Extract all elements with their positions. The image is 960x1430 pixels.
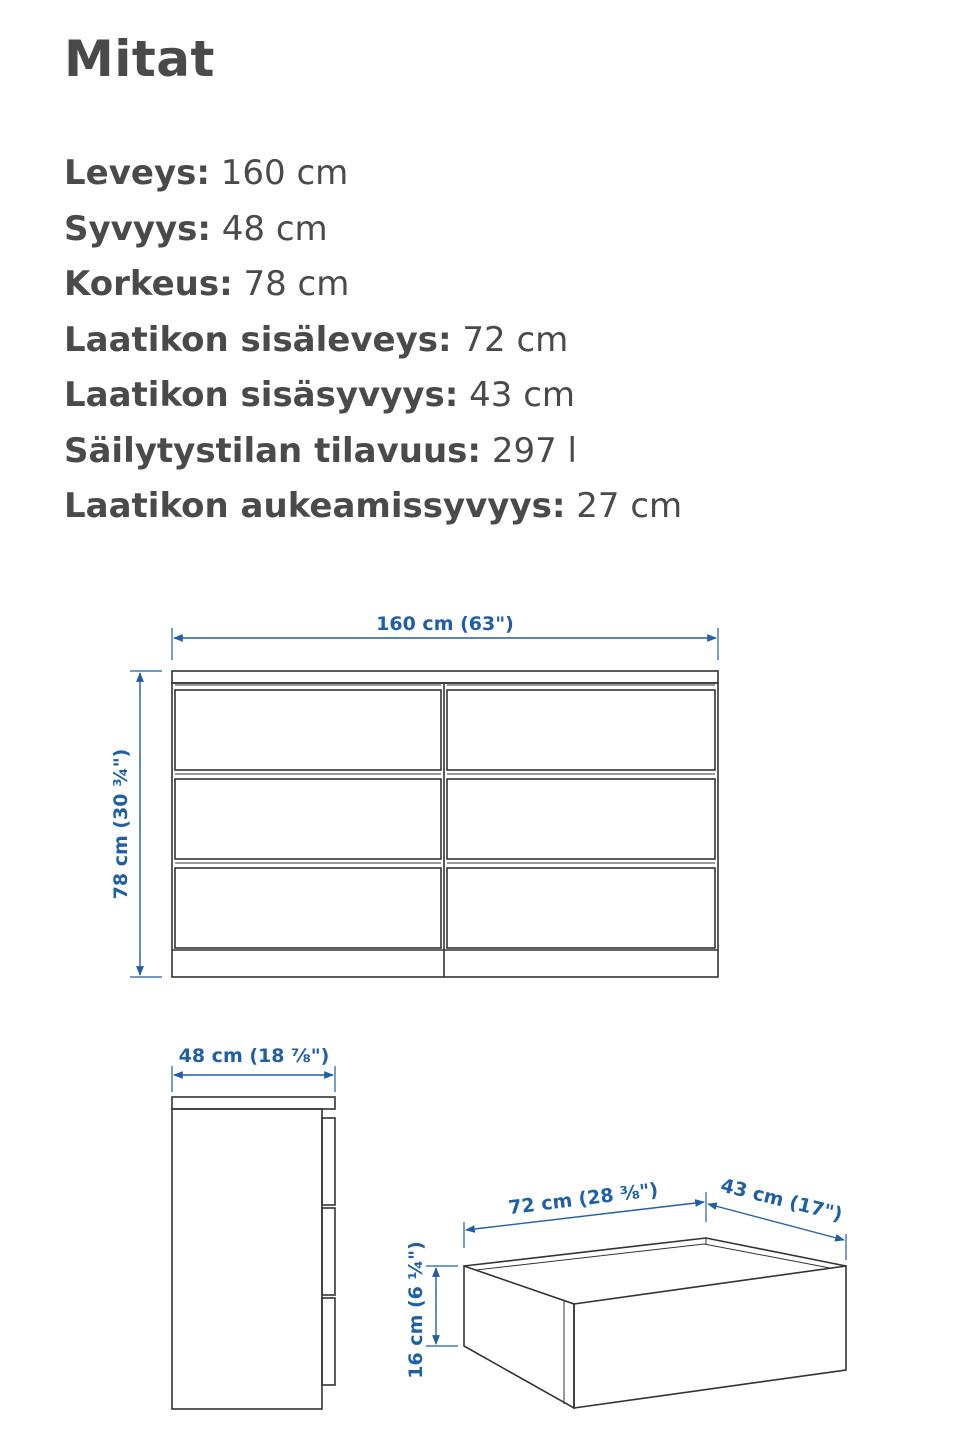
side-drawer-front: [322, 1298, 335, 1385]
drawer-front: [447, 690, 715, 770]
drawer-front: [447, 779, 715, 859]
dimension-label: 78 cm (30 ¾"): [110, 748, 132, 900]
dimension-label: 48 cm (18 ⅞"): [178, 1045, 330, 1067]
spec-value: 160 cm: [220, 153, 349, 193]
drawer-front: [175, 868, 441, 948]
side-body: [172, 1109, 322, 1409]
spec-value: 43 cm: [469, 375, 576, 415]
drawer-box: [464, 1238, 846, 1408]
front-view: [172, 671, 718, 977]
side-top: [172, 1097, 335, 1109]
spec-value: 297 l: [491, 430, 577, 471]
dimension-label: 72 cm (28 ⅜"): [507, 1178, 660, 1220]
side-drawer-front: [322, 1208, 335, 1295]
dresser-body: [172, 683, 718, 977]
drawer-front: [175, 690, 441, 770]
dimension-drawer-height: [405, 1241, 458, 1379]
spec-label: Laatikon sisäsyvyys:: [64, 375, 459, 415]
dresser-top: [172, 671, 718, 683]
spec-value: 78 cm: [243, 264, 350, 304]
spec-value: 27 cm: [576, 486, 683, 526]
dimension-front-height: [110, 671, 162, 977]
spec-label: Laatikon sisäleveys:: [64, 319, 452, 360]
dimension-front-width: [172, 613, 718, 660]
side-view: [172, 1097, 335, 1409]
page-title: Mitat: [64, 30, 215, 88]
dimension-label: 160 cm (63"): [376, 613, 514, 635]
spec-value: 48 cm: [221, 208, 328, 249]
dimension-side-depth: [172, 1045, 335, 1092]
drawer-front: [447, 868, 715, 948]
dimension-drawer-width: [464, 1179, 706, 1248]
spec-label: Syvyys:: [64, 208, 211, 249]
side-drawer-front: [322, 1118, 335, 1205]
spec-label: Säilytystilan tilavuus:: [64, 430, 482, 471]
dimension-drawer-depth: [708, 1174, 846, 1260]
spec-value: 72 cm: [462, 319, 569, 360]
dimension-label: 16 cm (6 ¼"): [405, 1241, 427, 1379]
spec-label: Korkeus:: [64, 264, 233, 304]
spec-label: Laatikon aukeamissyvyys:: [64, 486, 566, 526]
dimension-label: 43 cm (17"): [718, 1174, 845, 1226]
drawer-front: [175, 779, 441, 859]
spec-label: Leveys:: [64, 153, 210, 193]
